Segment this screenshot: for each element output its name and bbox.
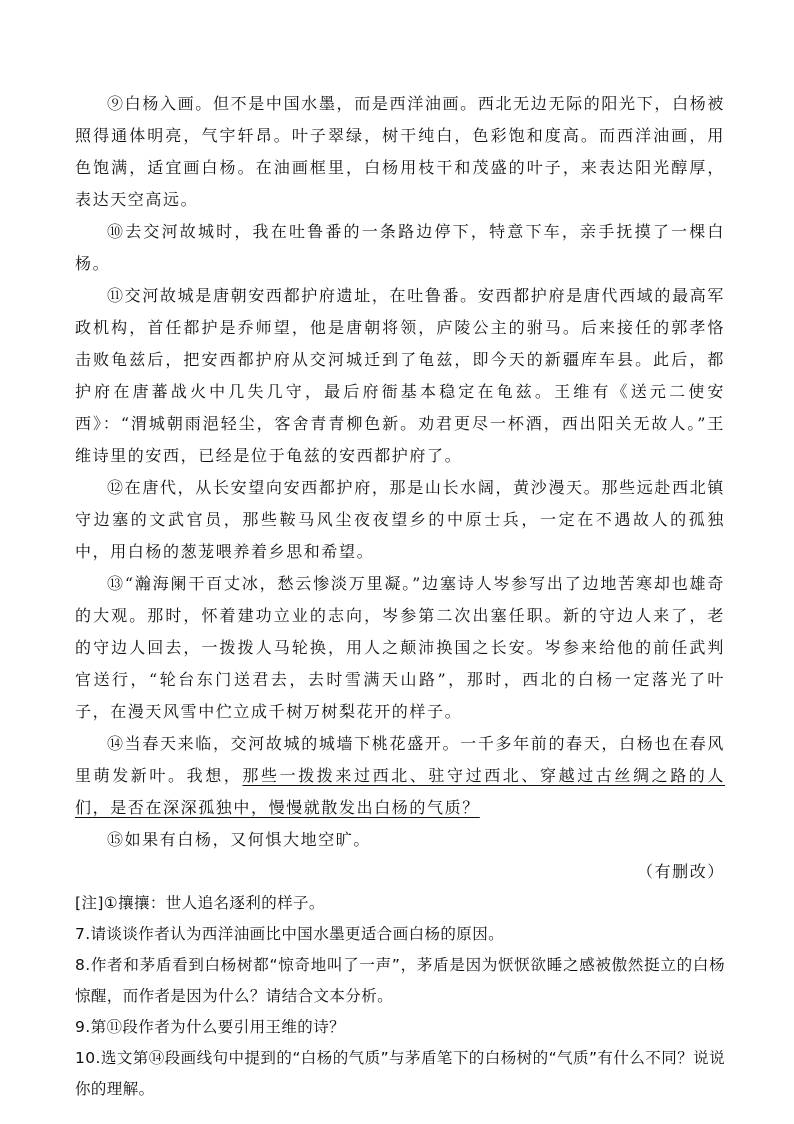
paragraph-13: ⑬“瀚海阑干百丈冰，愁云惨淡万里凝。”边塞诗人岑参写出了边地苦寒却也雄奇的大观。那时，怀着建功立业的志向，岑参第二次出塞任职。新的守边人来了，老的守边人回去，一拨拨人马轮换，用人之颠沛换国之长安。岑参来给他的前任武判官送行，“轮台东门送君去，去时雪满天山路”，那时，西北的白杨一定落光了叶子，在漫天风雪中伫立成千树万树梨花开的样子。 xyxy=(75,574,725,721)
question-7: 7.请谈谈作者认为西洋油画比中国水墨更适合画白杨的原因。 xyxy=(75,925,504,943)
question-8: 8.作者和茅盾看到白杨树都“惊奇地叫了一声”，茅盾是因为恹恹欲睡之感被傲然挺立的白杨惊醒，而作者是因为什么？请结合文本分析。 xyxy=(75,956,725,1005)
paragraph-12: ⑫在唐代，从长安望向安西都护府，那是山长水阔，黄沙漫天。那些远赴西北镇守边塞的文武官员，那些鞍马风尘夜夜望乡的中原士兵，一定在不遇故人的孤独中，用白杨的葱茏喂养着乡思和希望。 xyxy=(75,478,725,561)
paragraph-14-lead: ⑭当春天来临，交河故城的城墙下桃花盛开。一千多年前的春天，白杨也在春风里萌发新叶。我想， xyxy=(75,734,725,785)
underlined-sentence: 那些一拨拨来过西北、驻守过西北、穿越过古丝绸之路的人们，是否在深深孤独中，慢慢就散发出白杨的气质？ xyxy=(75,766,725,817)
question-10: 10.选文第⑭段画线句中提到的“白杨的气质”与茅盾笔下的白杨树的“气质”有什么不同？说说你的理解。 xyxy=(75,1049,725,1098)
paragraph-11: ⑪交河故城是唐朝安西都护府遗址，在吐鲁番。安西都护府是唐代西域的最高军政机构，首任都护是乔师望，他是唐朝将领，庐陵公主的驸马。后来接任的郭孝恪击败龟兹后，把安西都护府从交河城迁到了龟兹，即今天的新疆库车县。此后，都护府在唐蕃战火中几失几守，最后府衙基本稳定在龟兹。王维有《送元二使安西》：“渭城朝雨浥轻尘，客舍青青柳色新。劝君更尽一杯酒，西出阳关无故人。”王维诗里的安西，已经是位于龟兹的安西都护府了。 xyxy=(75,286,725,465)
document-page xyxy=(75,88,725,1105)
paragraph-14 xyxy=(75,728,725,824)
question-9: 9.第⑪段作者为什么要引用王维的诗？ xyxy=(75,1018,345,1036)
footnote: [注]①攘攘：世人追名逐利的样子。 xyxy=(75,894,325,912)
paragraph-15: ⑮如果有白杨，又何惧大地空旷。 xyxy=(107,830,372,849)
paragraph-9: ⑨白杨入画。但不是中国水墨，而是西洋油画。西北无边无际的阳光下，白杨被照得通体明亮，气宇轩昂。叶子翠绿，树干纯白，色彩饱和度高。而西洋油画，用色饱满，适宜画白杨。在油画框里，白杨用枝干和茂盛的叶子，来表达阳光醇厚，表达天空高远。 xyxy=(75,94,725,209)
source-note: （有删改） xyxy=(636,862,725,881)
paragraph-10: ⑩去交河故城时，我在吐鲁番的一条路边停下，特意下车，亲手抚摸了一棵白杨。 xyxy=(75,222,725,273)
